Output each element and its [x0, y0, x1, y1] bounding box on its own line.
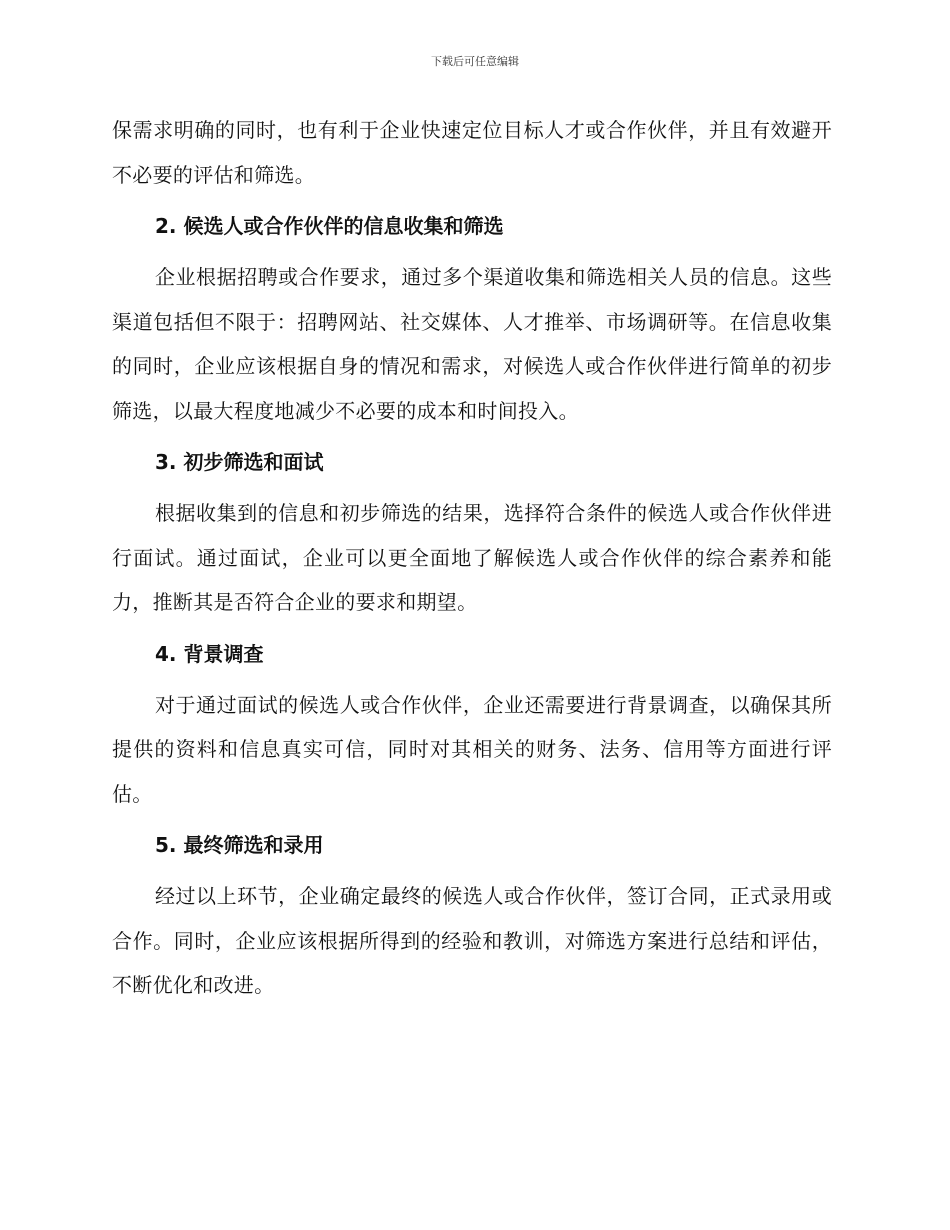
section-3-paragraph: 根据收集到的信息和初步筛选的结果，选择符合条件的候选人或合作伙伴进行面试。通过面试，企业可以更全面地了解候选人或合作伙伴的综合素养和能力，推断其是否符合企业的要求和期望。 — [112, 501, 832, 614]
page-header: 下载后可任意编辑 — [431, 55, 519, 68]
section-4-heading: 4. 背景调查 — [155, 641, 264, 666]
document-body — [112, 108, 832, 1008]
section-5-heading: 5. 最终筛选和录用 — [155, 833, 324, 857]
intro-paragraph: 保需求明确的同时，也有利于企业快速定位目标人才或合作伙伴，并且有效避开不必要的评估和筛选。 — [112, 118, 832, 187]
section-2-paragraph: 企业根据招聘或合作要求，通过多个渠道收集和筛选相关人员的信息。这些渠道包括但不限于：招聘网站、社交媒体、人才推举、市场调研等。在信息收集的同时，企业应该根据自身的情况和需求，对候选人或合作伙伴进行简单的初步筛选，以最大程度地减少不必要的成本和时间投入。 — [112, 265, 832, 423]
section-4-paragraph: 对于通过面试的候选人或合作伙伴，企业还需要进行背景调查，以确保其所提供的资料和信息真实可信，同时对其相关的财务、法务、信用等方面进行评估。 — [112, 692, 832, 806]
section-2-heading: 2. 候选人或合作伙伴的信息收集和筛选 — [155, 214, 504, 238]
section-5-paragraph: 经过以上环节，企业确定最终的候选人或合作伙伴，签订合同，正式录用或合作。同时，企业应该根据所得到的经验和教训，对筛选方案进行总结和评估，不断优化和改进。 — [112, 884, 832, 997]
section-3-heading: 3. 初步筛选和面试 — [155, 450, 324, 474]
